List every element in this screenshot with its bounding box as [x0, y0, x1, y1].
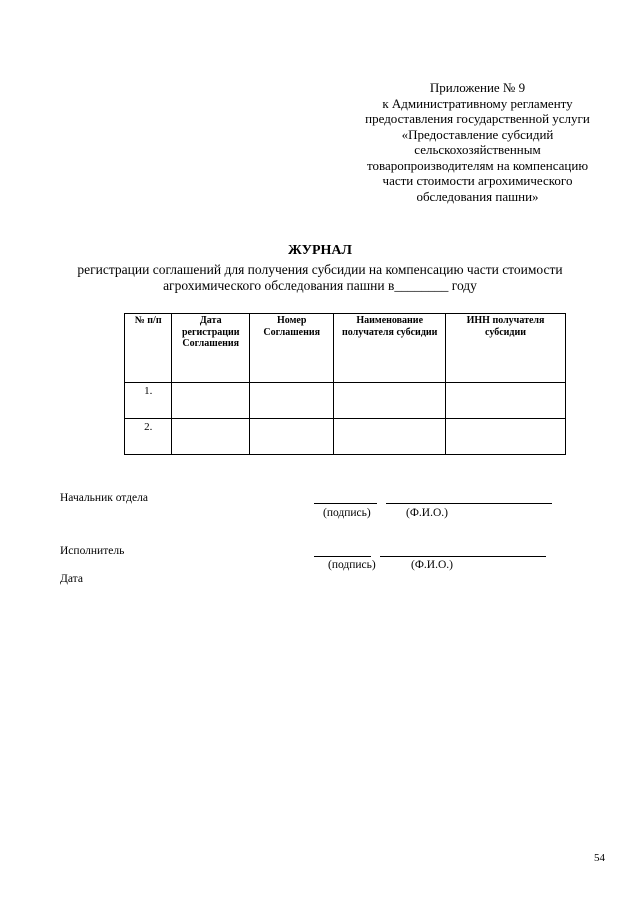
appendix-line: части стоимости агрохимического [382, 173, 573, 188]
table-cell [172, 419, 250, 455]
table-cell: 2. [125, 419, 172, 455]
table-cell: 1. [125, 383, 172, 419]
registration-table [124, 313, 566, 455]
appendix-line: обследования пашни» [416, 188, 539, 204]
name-caption: (Ф.И.О.) [406, 507, 448, 519]
table-header-row [125, 314, 566, 383]
header-agreement-number: Номер Соглашения [250, 314, 334, 383]
journal-subtitle-line: агрохимического обследования пашни в________ году [163, 278, 477, 293]
table-cell [446, 419, 566, 455]
header-registration-date: Дата регистрации Соглашения [172, 314, 250, 383]
journal-subtitle-line: регистрации соглашений для получения субсидии на компенсацию части стоимости [77, 262, 563, 277]
appendix-line: сельскохозяйственным [414, 142, 541, 157]
header-recipient-inn: ИНН получателя субсидии [446, 314, 566, 383]
date-label: Дата [60, 573, 83, 585]
journal-title: ЖУРНАЛ [288, 243, 352, 258]
signature-caption: (подпись) [328, 559, 376, 571]
table-cell [250, 419, 334, 455]
name-caption: (Ф.И.О.) [411, 559, 453, 571]
name-line [386, 503, 552, 504]
appendix-line: товаропроизводителям на компенсацию [366, 157, 589, 173]
header-number: № п/п [125, 314, 172, 383]
table-cell [334, 419, 446, 455]
header-recipient-name: Наименование получателя субсидии [334, 314, 446, 383]
table-cell [334, 383, 446, 419]
executor-label: Исполнитель [60, 545, 125, 557]
name-line [380, 556, 546, 557]
table-cell [446, 383, 566, 419]
page-number: 54 [594, 852, 605, 864]
journal-subtitle [40, 262, 600, 294]
head-of-department-label: Начальник отдела [60, 492, 148, 504]
signature-line [314, 503, 377, 504]
signature-caption: (подпись) [323, 507, 371, 519]
appendix-header [335, 80, 620, 204]
signature-line [314, 556, 371, 557]
appendix-line: предоставления государственной услуги [365, 111, 590, 126]
appendix-line: к Административному регламенту [382, 95, 573, 111]
table-row [125, 419, 566, 455]
appendix-line: «Предоставление субсидий [401, 126, 554, 142]
table-cell [172, 383, 250, 419]
table-row [125, 383, 566, 419]
table-cell [250, 383, 334, 419]
appendix-line: Приложение № 9 [429, 80, 526, 95]
